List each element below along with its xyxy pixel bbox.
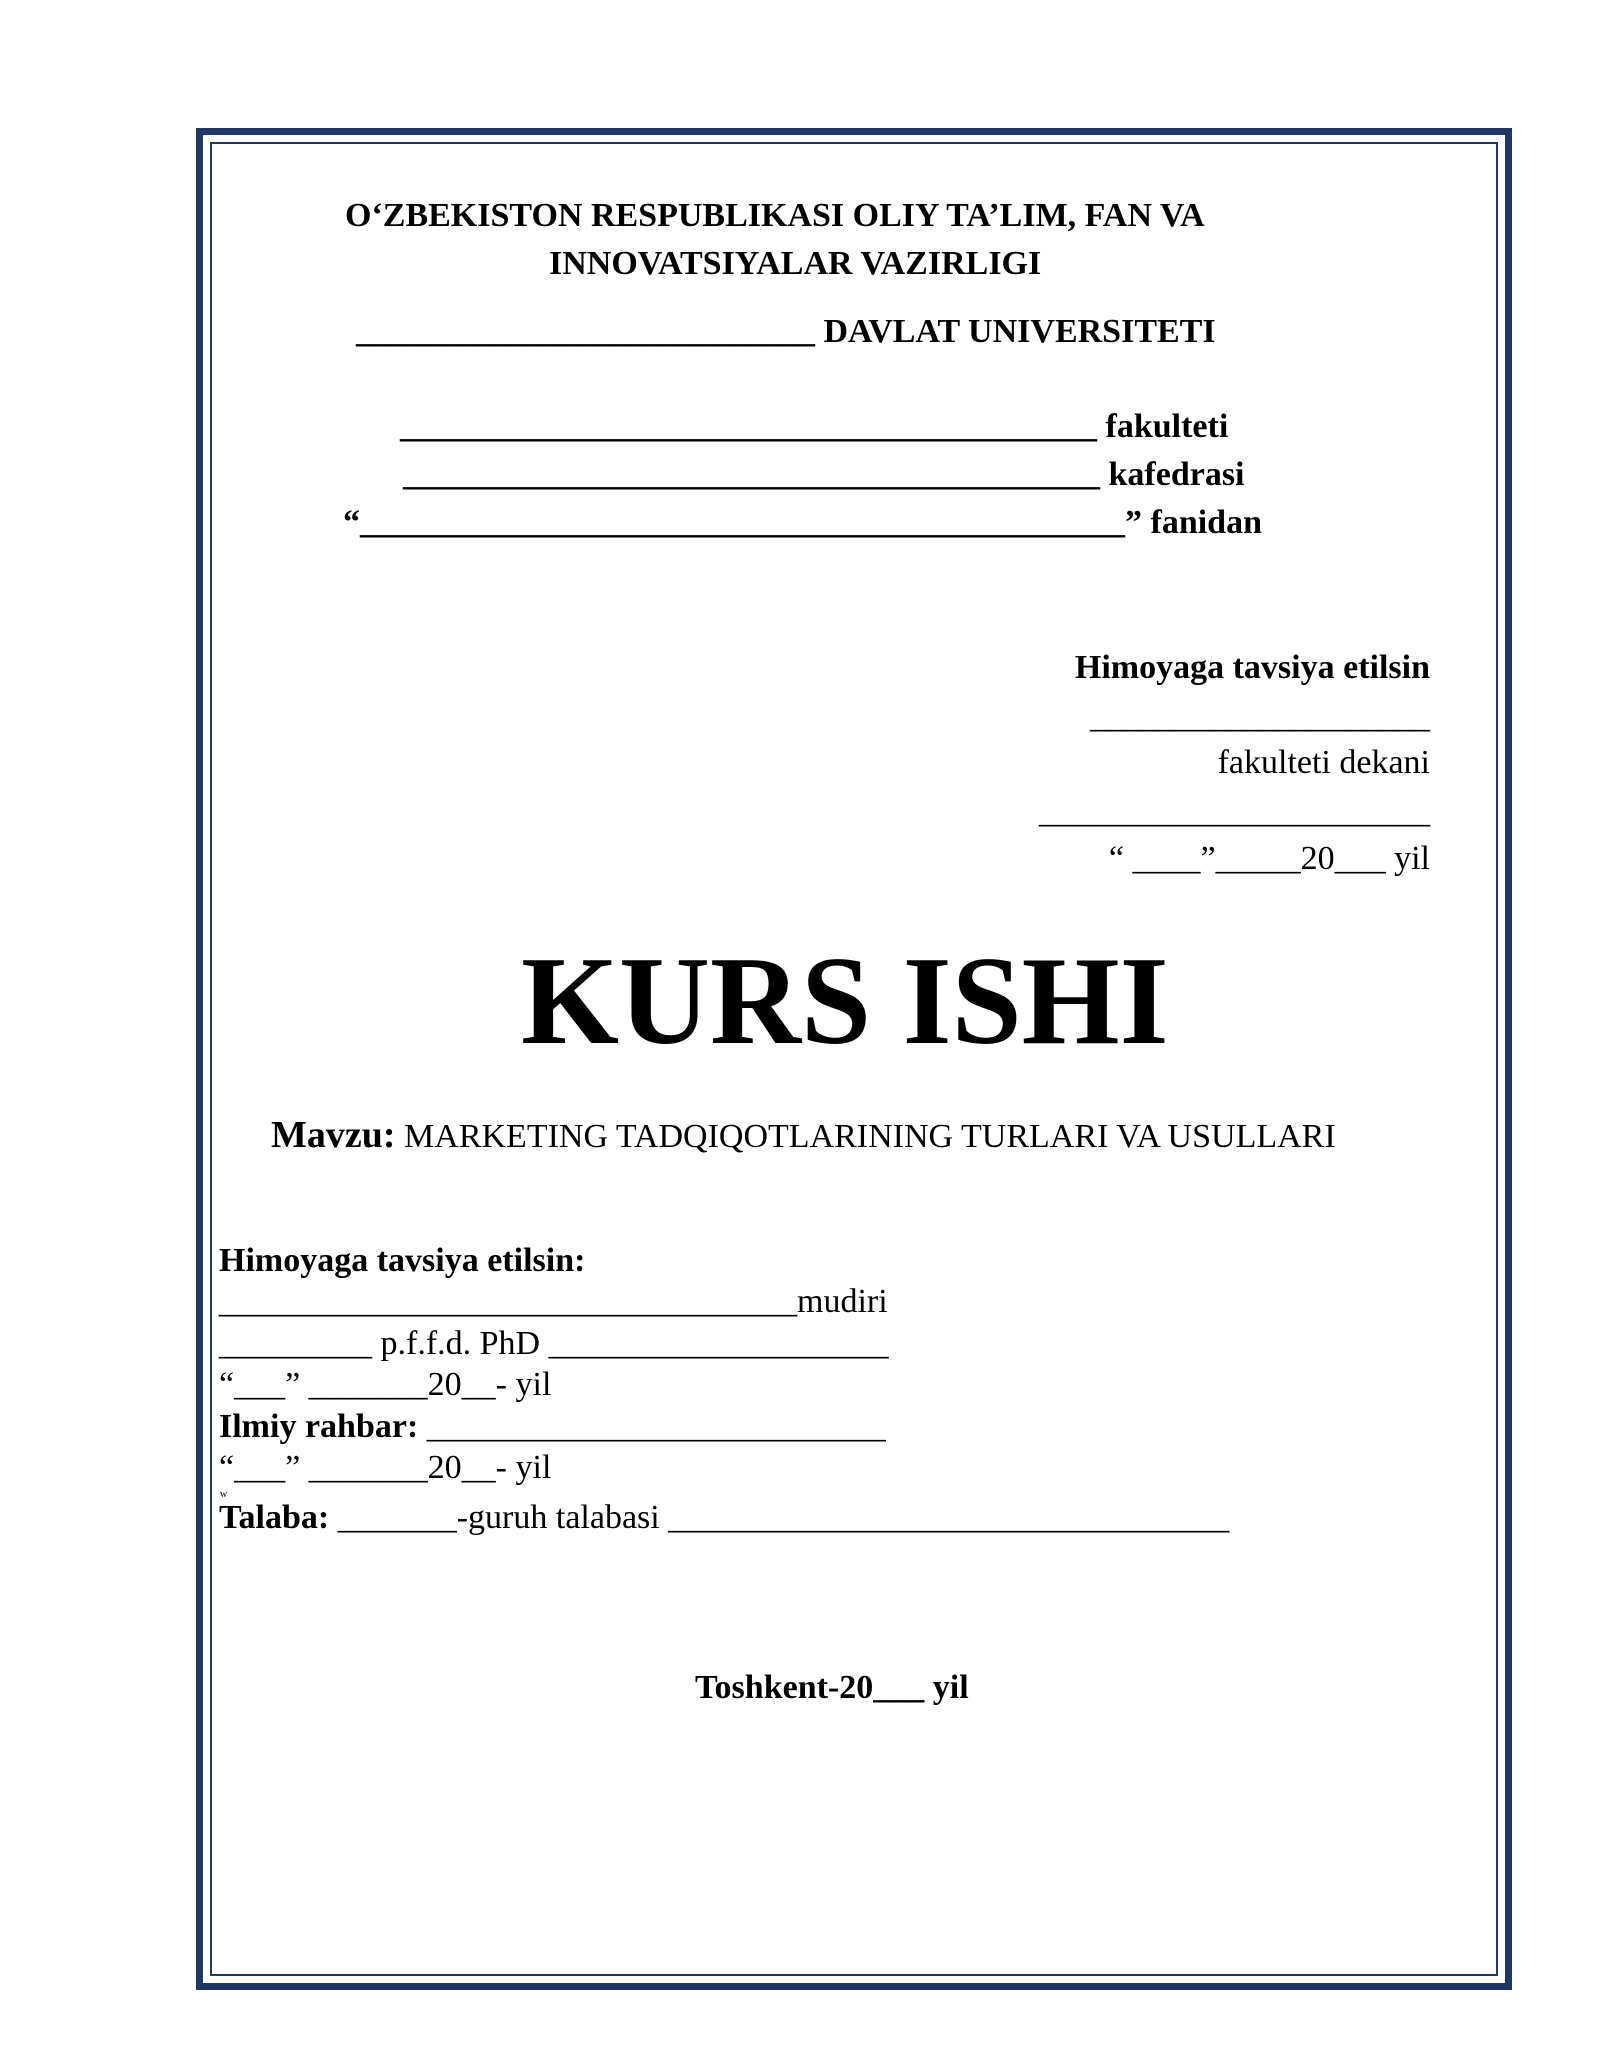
head-of-department-line: __________________________________mudiri — [219, 1283, 888, 1320]
approval-top-signature-line: ____________________ — [1090, 698, 1430, 735]
phd-line: _________ p.f.f.d. PhD ____________________ — [219, 1325, 889, 1362]
ministry-line-1: O‘ZBEKISTON RESPUBLIKASI OLIY TA’LIM, FAN VA — [345, 197, 1205, 234]
tiny-mark: w — [220, 1489, 228, 1500]
student-line — [219, 1501, 1229, 1535]
subject-label: ” fanidan — [1125, 504, 1262, 541]
approval-top-heading: Himoyaga tavsiya etilsin — [1074, 649, 1430, 686]
approval-bottom-heading: Himoyaga tavsiya etilsin: — [219, 1242, 586, 1279]
faculty-line — [400, 410, 1228, 444]
approval-top-date: “ ____”_____20___ yil — [1108, 840, 1430, 877]
university-line — [356, 315, 1216, 349]
topic-value: MARKETING TADQIQOTLARINING TURLARI VA USULLARI — [404, 1118, 1336, 1155]
subject-open-quote: “ — [343, 504, 360, 541]
supervisor-blank: ___________________________ — [426, 1408, 886, 1445]
faculty-label: fakulteti — [1105, 408, 1229, 445]
department-line — [403, 458, 1245, 492]
supervisor-line — [219, 1410, 886, 1444]
supervisor-label: Ilmiy rahbar: — [219, 1408, 419, 1445]
student-group: _______-guruh talabasi _________________________________ — [337, 1499, 1230, 1536]
dean-name-line: _______________________ — [1039, 793, 1430, 830]
department-blank: _________________________________________ — [403, 456, 1100, 493]
page-title: KURS ISHI — [521, 932, 1169, 1071]
approval-bottom-date-1: “___” _______20__- yil — [219, 1366, 552, 1403]
subject-line — [343, 506, 1262, 540]
department-label: kafedrasi — [1108, 456, 1245, 493]
university-name: DAVLAT UNIVERSITETI — [823, 313, 1216, 350]
ministry-line-2: INNOVATSIYALAR VAZIRLIGI — [549, 245, 1042, 282]
approval-bottom-date-2: “___” _______20__- yil — [219, 1449, 552, 1486]
student-label: Talaba: — [219, 1499, 330, 1536]
topic-label: Mavzu: — [271, 1114, 396, 1156]
topic-line — [271, 1116, 1336, 1154]
dean-label: fakulteti dekani — [1217, 744, 1430, 781]
city-year: Toshkent-20___ yil — [695, 1669, 969, 1706]
university-blank: ___________________________ — [356, 313, 815, 350]
subject-blank: _____________________________________________ — [360, 504, 1125, 541]
faculty-blank: _________________________________________ — [400, 408, 1097, 445]
